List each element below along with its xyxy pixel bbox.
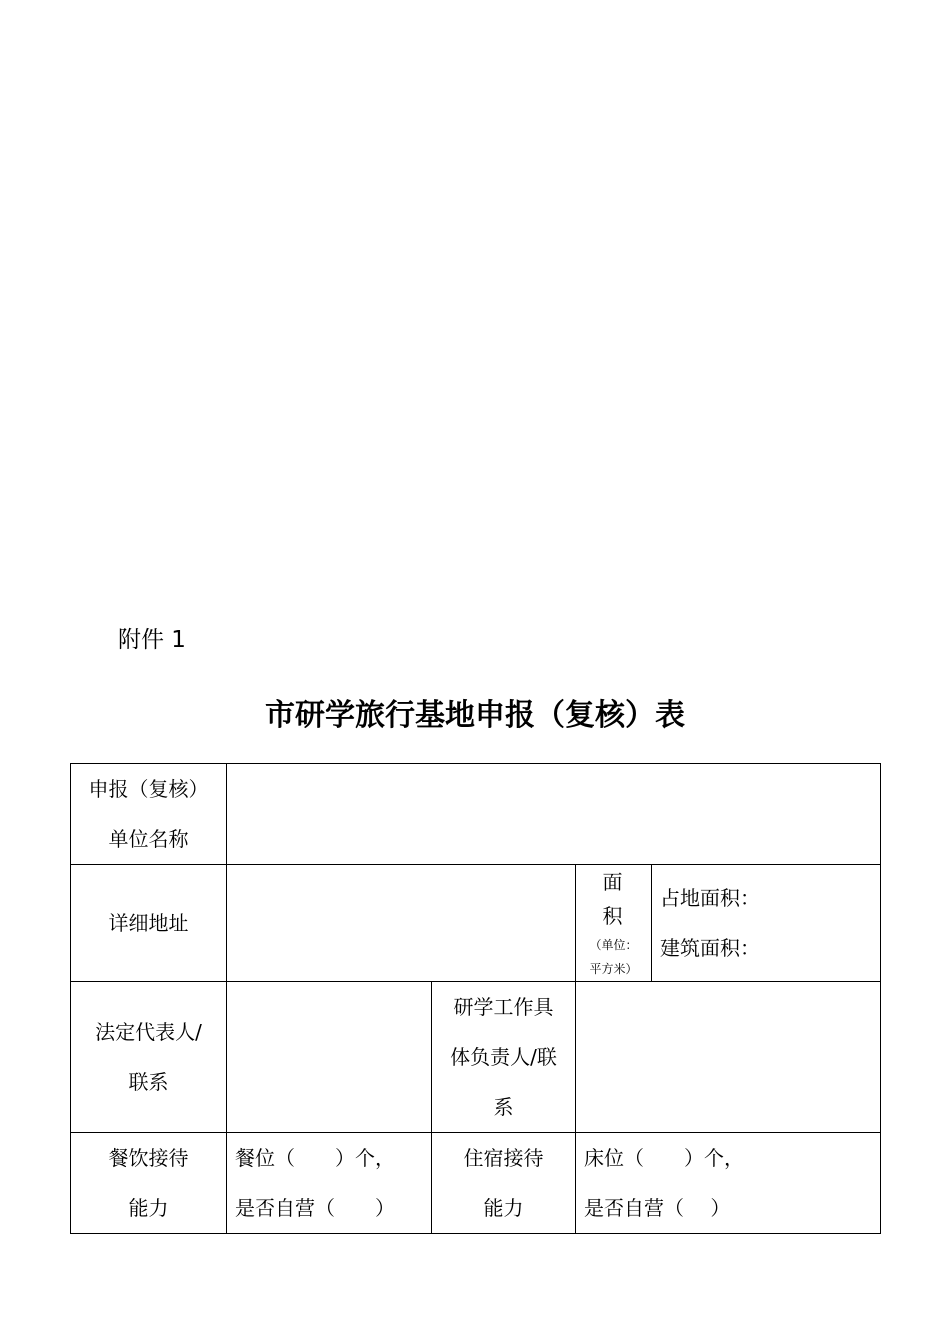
legal-rep-label-line2: 联系 [128, 1070, 169, 1094]
area-unit-line2: 平方米） [589, 962, 638, 976]
unit-name-field[interactable] [227, 764, 881, 865]
row-representatives [71, 982, 881, 1133]
study-lead-label [432, 982, 576, 1133]
legal-rep-label-line1: 法定代表人/ [95, 1020, 202, 1044]
dining-label-line1: 餐饮接待 [108, 1146, 189, 1170]
unit-name-label-line1: 申报（复核） [88, 777, 209, 801]
land-area-field[interactable]: 占地面积： [660, 886, 760, 910]
row-capacity [71, 1133, 881, 1234]
unit-name-label-line2: 单位名称 [108, 827, 189, 851]
address-field[interactable] [227, 865, 576, 982]
study-lead-field[interactable] [576, 982, 881, 1133]
lodging-field[interactable] [576, 1133, 881, 1234]
address-label: 详细地址 [71, 865, 227, 982]
dining-label [71, 1133, 227, 1234]
study-lead-label-line2: 体负责人/联 [450, 1045, 557, 1069]
legal-rep-field[interactable] [227, 982, 432, 1133]
area-label-cell [576, 865, 652, 982]
dining-seats-text[interactable]: 餐位（ ）个， [235, 1146, 395, 1170]
area-label: 面 积 [602, 870, 631, 928]
lodging-label-line2: 能力 [483, 1196, 524, 1220]
application-form-table [70, 763, 881, 1234]
building-area-field[interactable]: 建筑面积： [660, 936, 760, 960]
lodging-self-run-text[interactable]: 是否自营（ ） [584, 1196, 731, 1220]
form-title: 市研学旅行基地申报（复核）表 [265, 698, 685, 733]
dining-label-line2: 能力 [128, 1196, 169, 1220]
row-address [71, 865, 881, 982]
lodging-label [432, 1133, 576, 1234]
area-values-cell[interactable] [652, 865, 881, 982]
legal-rep-label [71, 982, 227, 1133]
area-unit-line1: （单位： [589, 938, 638, 952]
study-lead-label-line1: 研学工作具 [453, 995, 554, 1019]
dining-field[interactable] [227, 1133, 432, 1234]
lodging-beds-text[interactable]: 床位（ ）个， [584, 1146, 744, 1170]
row-unit-name [71, 764, 881, 865]
dining-self-run-text[interactable]: 是否自营（ ） [235, 1196, 395, 1220]
unit-name-label [71, 764, 227, 865]
lodging-label-line1: 住宿接待 [463, 1146, 544, 1170]
attachment-label: 附件 1 [118, 627, 186, 653]
study-lead-label-line3: 系 [493, 1095, 514, 1119]
